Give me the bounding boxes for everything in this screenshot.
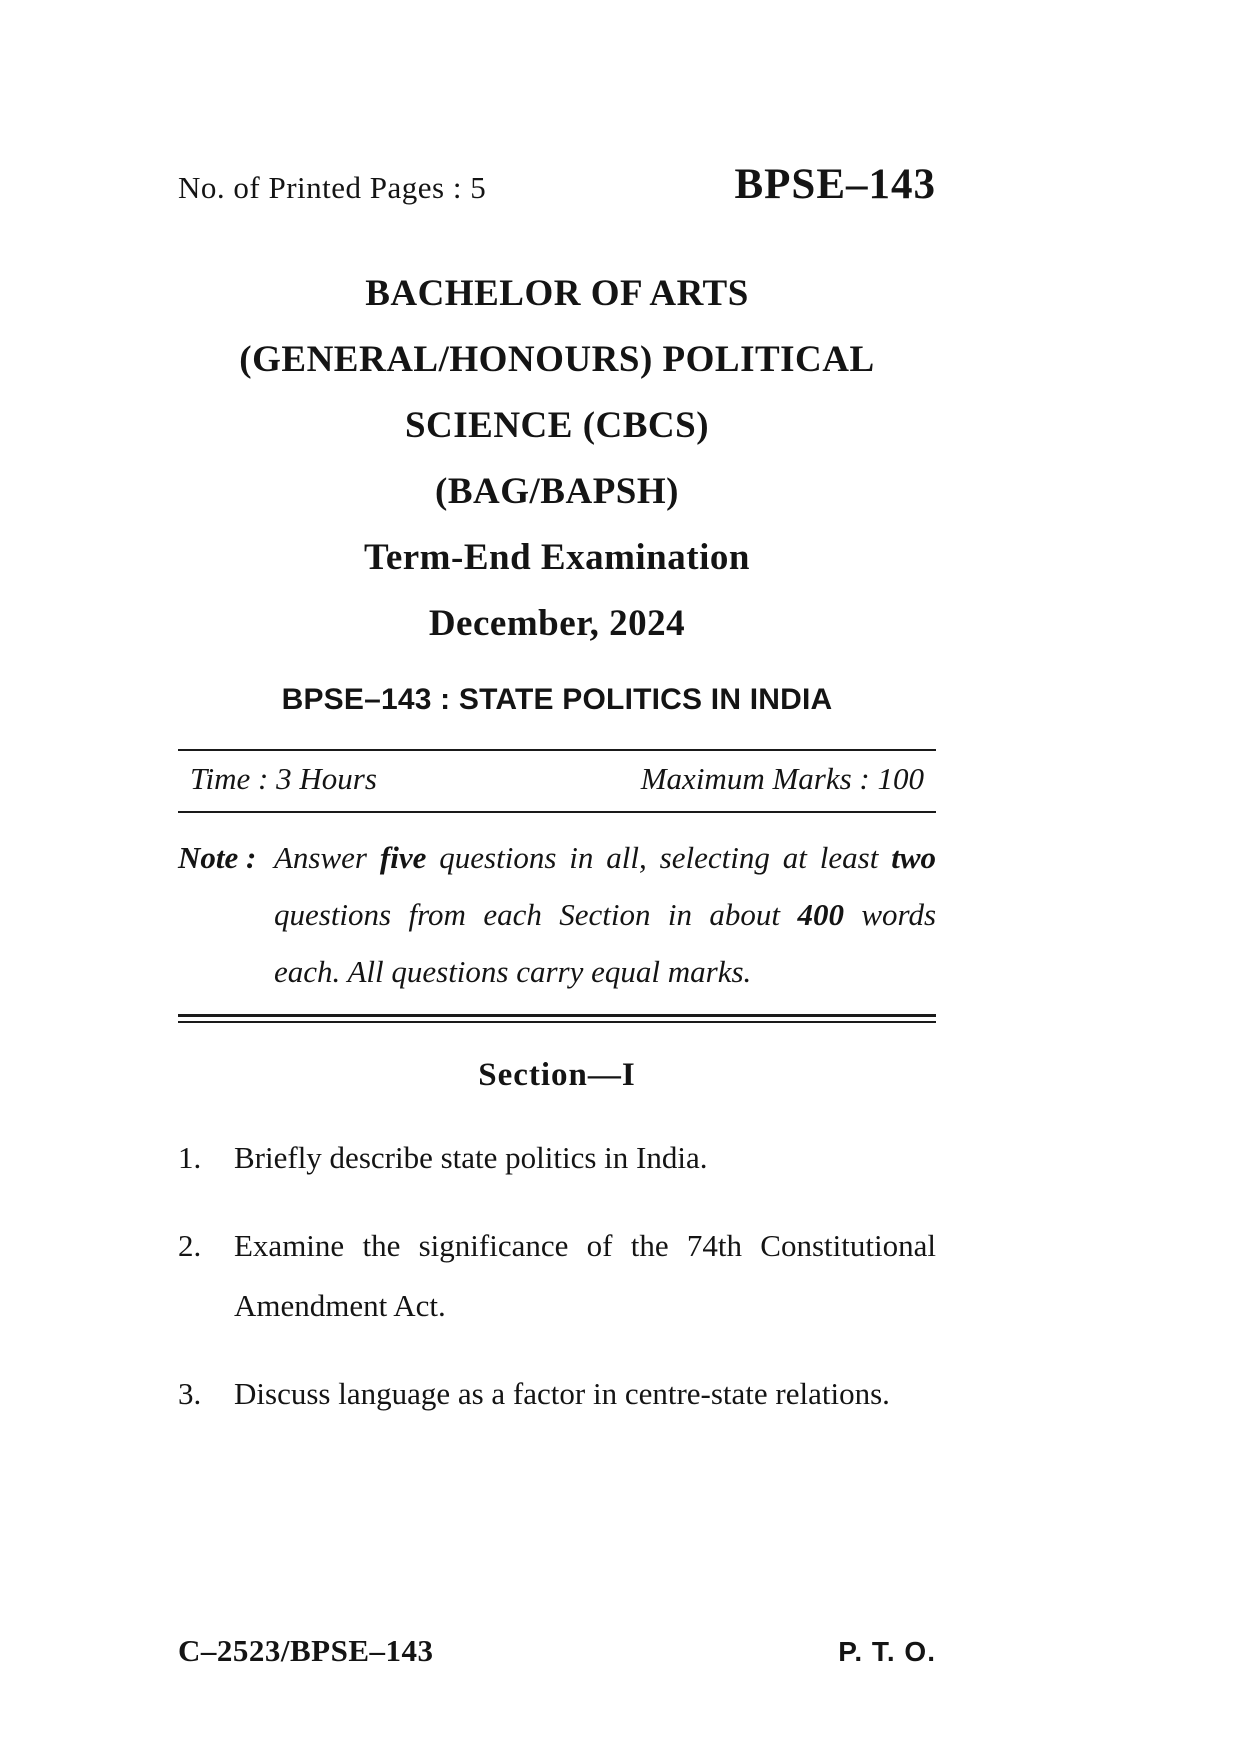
section-heading: Section—I bbox=[478, 1057, 636, 1093]
title-line-2: (GENERAL/HONOURS) POLITICAL bbox=[239, 339, 875, 380]
note-segment-4: two bbox=[891, 840, 937, 875]
footer-pto: P. T. O. bbox=[838, 1636, 936, 1667]
note-segment-1: Answer bbox=[274, 840, 380, 875]
title-line-5: Term-End Examination bbox=[364, 537, 750, 578]
note-label: Note : bbox=[178, 840, 257, 875]
question-number: 1. bbox=[178, 1140, 202, 1175]
question-item-1 bbox=[178, 1128, 936, 1188]
note-block bbox=[178, 829, 936, 1000]
title-line-3: SCIENCE (CBCS) bbox=[404, 405, 710, 446]
maximum-marks: Maximum Marks : 100 bbox=[640, 761, 924, 796]
time-allowed: Time : 3 Hours bbox=[190, 761, 377, 796]
rule-top bbox=[178, 1014, 936, 1017]
page-header bbox=[178, 160, 936, 209]
note-segment-5: questions from each Section in about bbox=[274, 897, 798, 932]
question-text: Examine the significance of the 74th Constitutional Amendment Act. bbox=[234, 1228, 936, 1323]
questions-list bbox=[178, 1128, 936, 1424]
paper-code: BPSE–143 bbox=[734, 161, 936, 208]
printed-pages-label: No. of Printed Pages : 5 bbox=[178, 170, 487, 205]
footer-code: C–2523/BPSE–143 bbox=[178, 1633, 434, 1668]
page-footer bbox=[178, 1633, 936, 1669]
note-segment-7: words each. All questions carry equal marks. bbox=[274, 897, 937, 989]
note-segment-3: questions in all, selecting at least bbox=[426, 840, 892, 875]
note-segment-2: five bbox=[379, 840, 427, 875]
title-line-4: (BAG/BAPSH) bbox=[435, 471, 679, 512]
question-item-3 bbox=[178, 1364, 936, 1424]
double-rule bbox=[178, 1014, 936, 1023]
question-item-2 bbox=[178, 1216, 936, 1336]
question-text: Discuss language as a factor in centre-state relations. bbox=[234, 1376, 890, 1411]
note-text bbox=[274, 829, 936, 1000]
subject-line: BPSE–143 : STATE POLITICS IN INDIA bbox=[281, 683, 833, 716]
note-segment-6: 400 bbox=[797, 897, 844, 932]
title-line-1: BACHELOR OF ARTS bbox=[365, 273, 749, 314]
rule-bottom bbox=[178, 1021, 936, 1023]
page-content bbox=[178, 160, 936, 1452]
question-text: Briefly describe state politics in India. bbox=[234, 1140, 708, 1175]
question-number: 2. bbox=[178, 1228, 202, 1263]
title-line-6: December, 2024 bbox=[428, 603, 686, 644]
question-number: 3. bbox=[178, 1376, 202, 1411]
meta-band bbox=[178, 749, 936, 813]
title-block bbox=[178, 261, 936, 657]
